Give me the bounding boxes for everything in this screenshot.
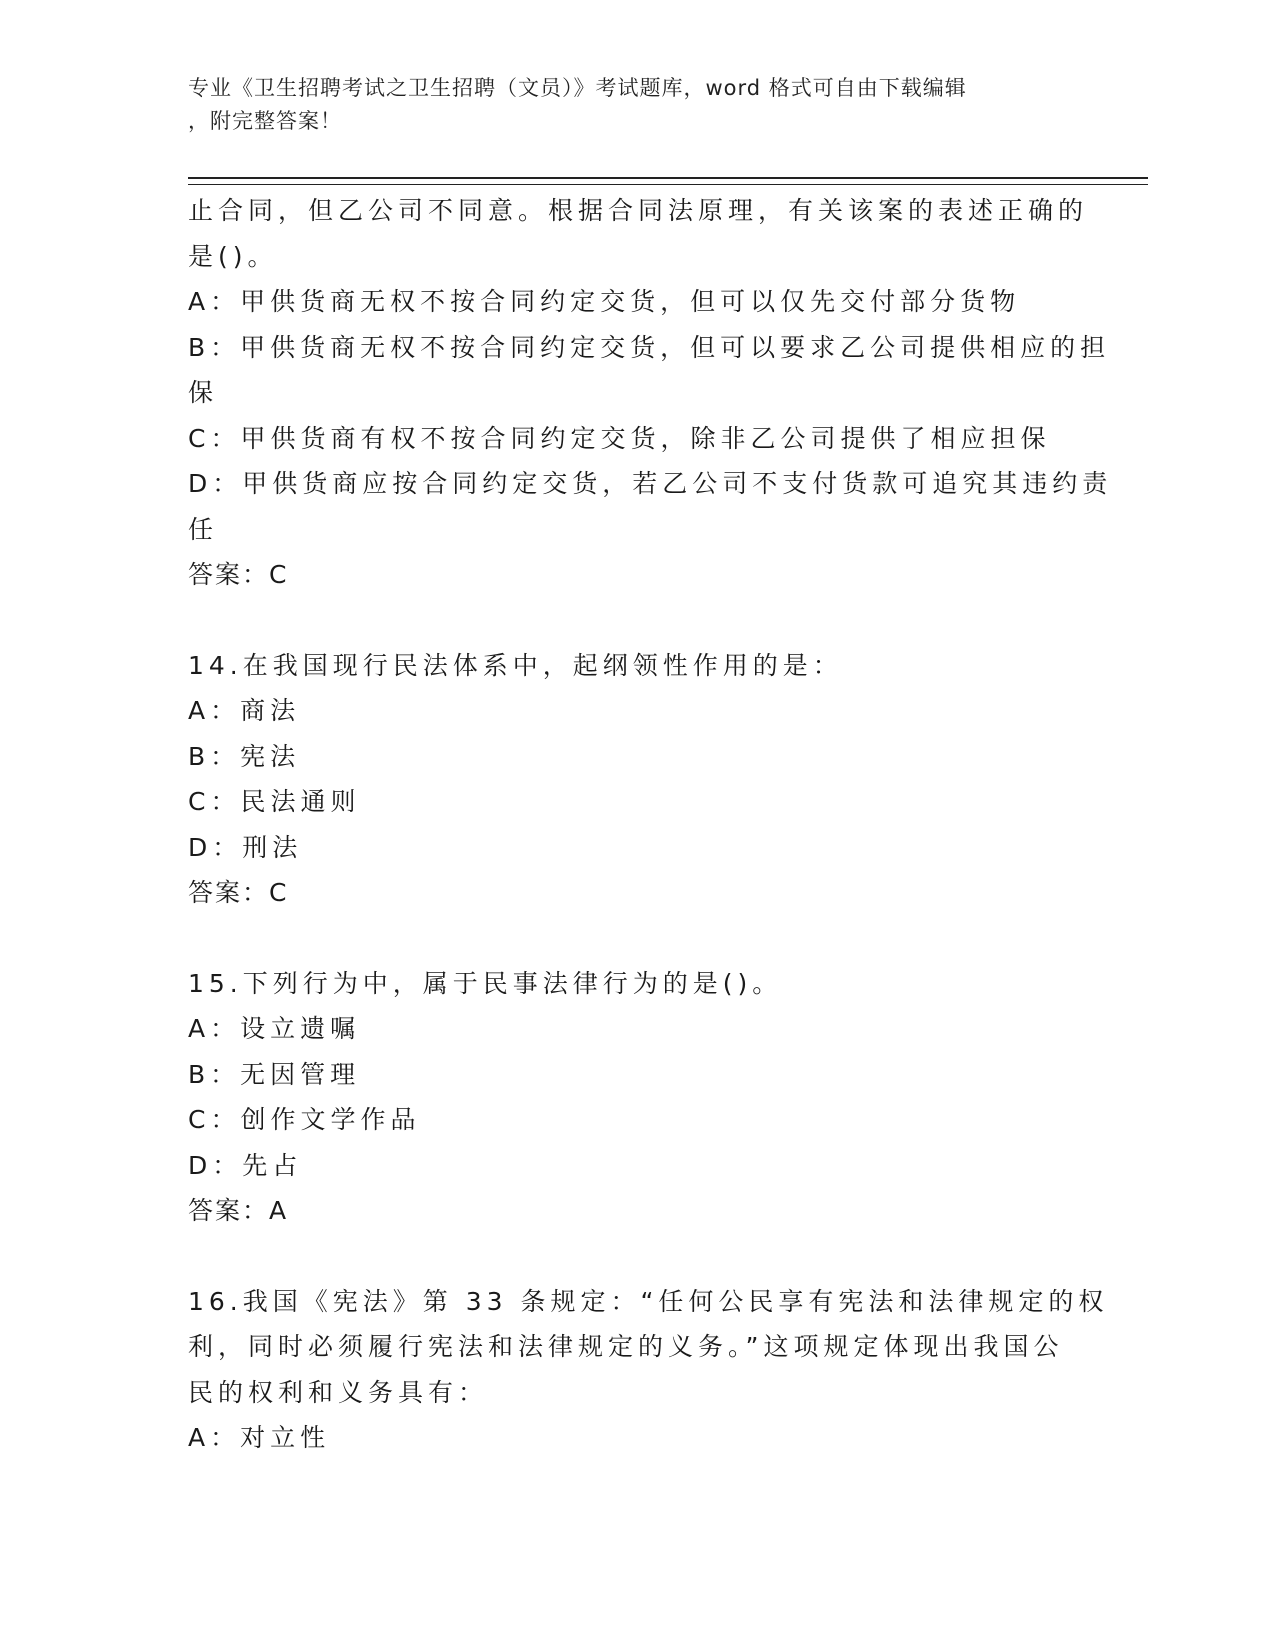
spacer — [188, 916, 1068, 961]
option-d-line: 任 — [188, 514, 219, 544]
document-header — [188, 72, 1068, 138]
header-line-1: 专业《卫生招聘考试之卫生招聘（文员）》考试题库，word 格式可自由下载编辑 — [188, 76, 967, 100]
header-line-2: ，附完整答案！ — [188, 109, 342, 133]
option-d: D：先占 — [188, 1150, 303, 1180]
option-c: C：民法通则 — [188, 787, 361, 816]
option-a: A：甲供货商无权不按合同约定交货，但可以仅先交付部分货物 — [188, 287, 1021, 316]
question-stem-line: 是()。 — [188, 241, 278, 271]
question-stem-line: 16.我国《宪法》第 33 条规定：“任何公民享有宪法和法律规定的权 — [188, 1286, 1109, 1316]
question-stem: 14.在我国现行民法体系中，起纲领性作用的是： — [188, 650, 843, 680]
question-stem: 15.下列行为中，属于民事法律行为的是()。 — [188, 968, 783, 998]
header-divider — [188, 177, 1148, 185]
spacer — [188, 598, 1068, 643]
option-a: A：商法 — [188, 696, 301, 725]
spacer — [188, 1234, 1068, 1279]
question-16 — [188, 1279, 1109, 1461]
option-a: A：对立性 — [188, 1423, 331, 1452]
option-c: C：创作文学作品 — [188, 1105, 421, 1134]
question-13 — [188, 188, 1113, 598]
option-d-line: D：甲供货商应按合同约定交货，若乙公司不支付货款可追究其违约责 — [188, 469, 1113, 498]
option-b-line: B：甲供货商无权不按合同约定交货，但可以要求乙公司提供相应的担 — [188, 332, 1111, 362]
question-15 — [188, 961, 1068, 1234]
option-b-line: 保 — [188, 378, 219, 407]
option-d: D：刑法 — [188, 832, 303, 862]
question-14 — [188, 643, 1068, 916]
option-b: B：无因管理 — [188, 1059, 361, 1089]
option-b: B：宪法 — [188, 741, 301, 771]
question-content — [188, 188, 1113, 1461]
question-stem-line: 止合同，但乙公司不同意。根据合同法原理，有关该案的表述正确的 — [188, 196, 1089, 225]
option-a: A：设立遗嘱 — [188, 1014, 361, 1043]
answer-label: 答案：C — [188, 560, 289, 589]
answer-label: 答案：A — [188, 1196, 289, 1225]
question-stem-line: 民的权利和义务具有： — [188, 1377, 489, 1407]
question-stem-line: 利，同时必须履行宪法和法律规定的义务。”这项规定体现出我国公 — [188, 1332, 1064, 1361]
answer-label: 答案：C — [188, 878, 289, 907]
option-c: C：甲供货商有权不按合同约定交货，除非乙公司提供了相应担保 — [188, 423, 1051, 453]
